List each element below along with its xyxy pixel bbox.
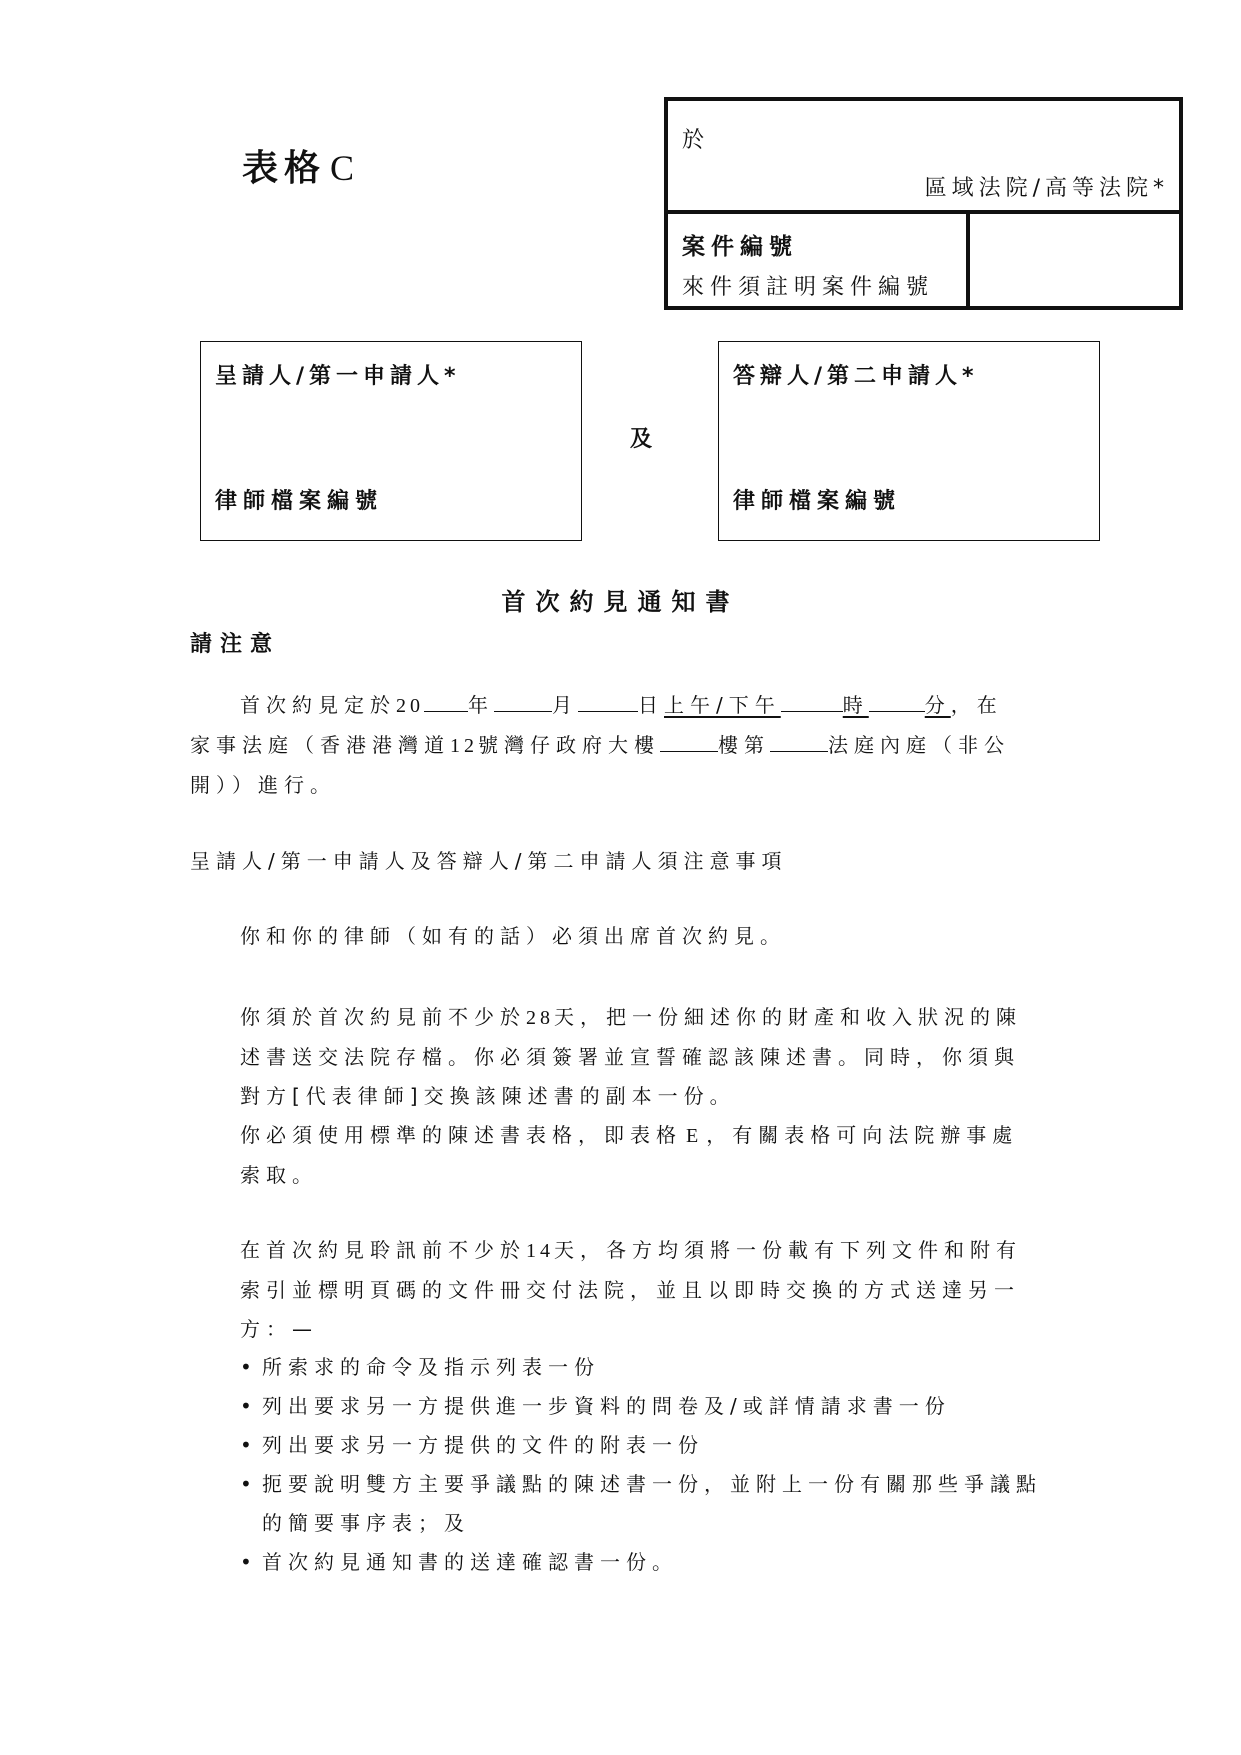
court-room-label: 法庭內庭（非公 <box>828 733 1010 757</box>
minute-label: 分 <box>924 693 951 717</box>
respondent-box <box>718 341 1100 541</box>
petitioner-box <box>200 341 582 541</box>
year-prefix: 20 <box>396 695 424 717</box>
hour-label: 時 <box>842 693 869 717</box>
attendance-paragraph: 你和你的律師（如有的話）必須出席首次約見。 <box>240 924 786 948</box>
minute-blank[interactable] <box>869 693 925 712</box>
bundle-line-1 <box>240 1231 1070 1271</box>
court-address-number: 12 <box>450 735 478 757</box>
court-address-b: 號灣仔政府大樓 <box>478 733 660 757</box>
appointment-intro: 首次約見定於 <box>240 693 396 717</box>
month-blank[interactable] <box>494 693 552 712</box>
respondent-solicitor-ref-label: 律師檔案編號 <box>733 489 902 514</box>
statement-line-4a: 你必須使用標準的陳述書表格，即表格 <box>240 1123 682 1147</box>
court-at-label: 於 <box>682 128 705 153</box>
hour-blank[interactable] <box>781 693 843 712</box>
bundle-line-2: 索引並標明頁碼的文件冊交付法院，並且以即時交換的方式送達另一 <box>240 1278 1020 1302</box>
bundle-paragraph <box>240 1231 1070 1349</box>
form-title-text: 表格 <box>242 148 327 189</box>
statement-days: 28 <box>526 1007 554 1029</box>
statement-line-5: 索取。 <box>240 1163 318 1187</box>
appointment-line-1 <box>190 686 1070 726</box>
ampm-label: 上午/下午 <box>664 693 781 717</box>
floor-label: 樓第 <box>718 733 770 757</box>
bundle-days: 14 <box>526 1240 554 1262</box>
court-case-box <box>664 97 1183 310</box>
statement-paragraph <box>240 998 1070 1195</box>
case-number-field[interactable] <box>970 210 1179 306</box>
form-title <box>242 140 360 191</box>
bundle-line-1a: 在首次約見聆訊前不少於 <box>240 1238 526 1262</box>
appointment-paragraph <box>190 686 1070 805</box>
year-blank[interactable] <box>424 693 468 712</box>
attention-heading: 呈請人/第一申請人及答辯人/第二申請人須注意事項 <box>190 849 788 873</box>
statement-form-letter: E <box>686 1125 703 1147</box>
list-item: • 列出要求另一方提供的文件的附表一份 <box>240 1426 1055 1465</box>
day-blank[interactable] <box>578 693 638 712</box>
case-number-note: 來件須註明案件編號 <box>682 275 935 300</box>
court-section <box>668 101 1179 214</box>
list-item: • 扼要說明雙方主要爭議點的陳述書一份，並附上一份有關那些爭議點的簡要事序表；及 <box>240 1465 1055 1543</box>
petitioner-solicitor-ref-label: 律師檔案編號 <box>215 489 384 514</box>
list-item: • 列出要求另一方提供進一步資料的問卷及/或詳情請求書一份 <box>240 1387 1055 1426</box>
appointment-line-2 <box>190 726 1070 766</box>
statement-line-4b: ，有關表格可向法院辦事處 <box>706 1123 1019 1147</box>
bundle-line-1b: 天，各方均須將一份載有下列文件和附有 <box>554 1238 1022 1262</box>
month-label: 月 <box>552 693 578 717</box>
court-room-blank[interactable] <box>770 733 828 752</box>
year-label: 年 <box>468 693 494 717</box>
court-address-a: 家事法庭（香港港灣道 <box>190 733 450 757</box>
bundle-line-3: 方：— <box>240 1317 318 1341</box>
statement-line-1a: 你須於首次約見前不少於 <box>240 1005 526 1029</box>
petitioner-label: 呈請人/第一申請人* <box>215 364 461 389</box>
floor-blank[interactable] <box>660 733 718 752</box>
statement-line-2: 述書送交法院存檔。你必須簽署並宣誓確認該陳述書。同時，你須與 <box>240 1045 1020 1069</box>
day-label: 日 <box>638 693 664 717</box>
list-item: • 首次約見通知書的送達確認書一份。 <box>240 1543 1055 1582</box>
appointment-line-3: 開））進行。 <box>190 773 336 797</box>
and-label: 及 <box>630 427 653 452</box>
form-title-letter: C <box>330 148 361 188</box>
case-number-label-cell <box>668 210 970 306</box>
document-list <box>240 1348 1055 1582</box>
statement-line-4 <box>240 1116 1070 1156</box>
notice-label: 請注意 <box>190 632 281 657</box>
court-name-label: 區域法院/高等法院* <box>924 176 1169 201</box>
document-heading: 首次約見通知書 <box>501 588 740 616</box>
statement-line-3: 對方[代表律師]交換該陳述書的副本一份。 <box>240 1084 736 1108</box>
list-item: • 所索求的命令及指示列表一份 <box>240 1348 1055 1387</box>
appointment-comma: ，在 <box>950 693 1003 717</box>
statement-line-1b: 天，把一份細述你的財產和收入狀況的陳 <box>554 1005 1022 1029</box>
statement-line-1 <box>240 998 1070 1038</box>
respondent-label: 答辯人/第二申請人* <box>733 364 979 389</box>
case-number-label: 案件編號 <box>682 234 798 260</box>
